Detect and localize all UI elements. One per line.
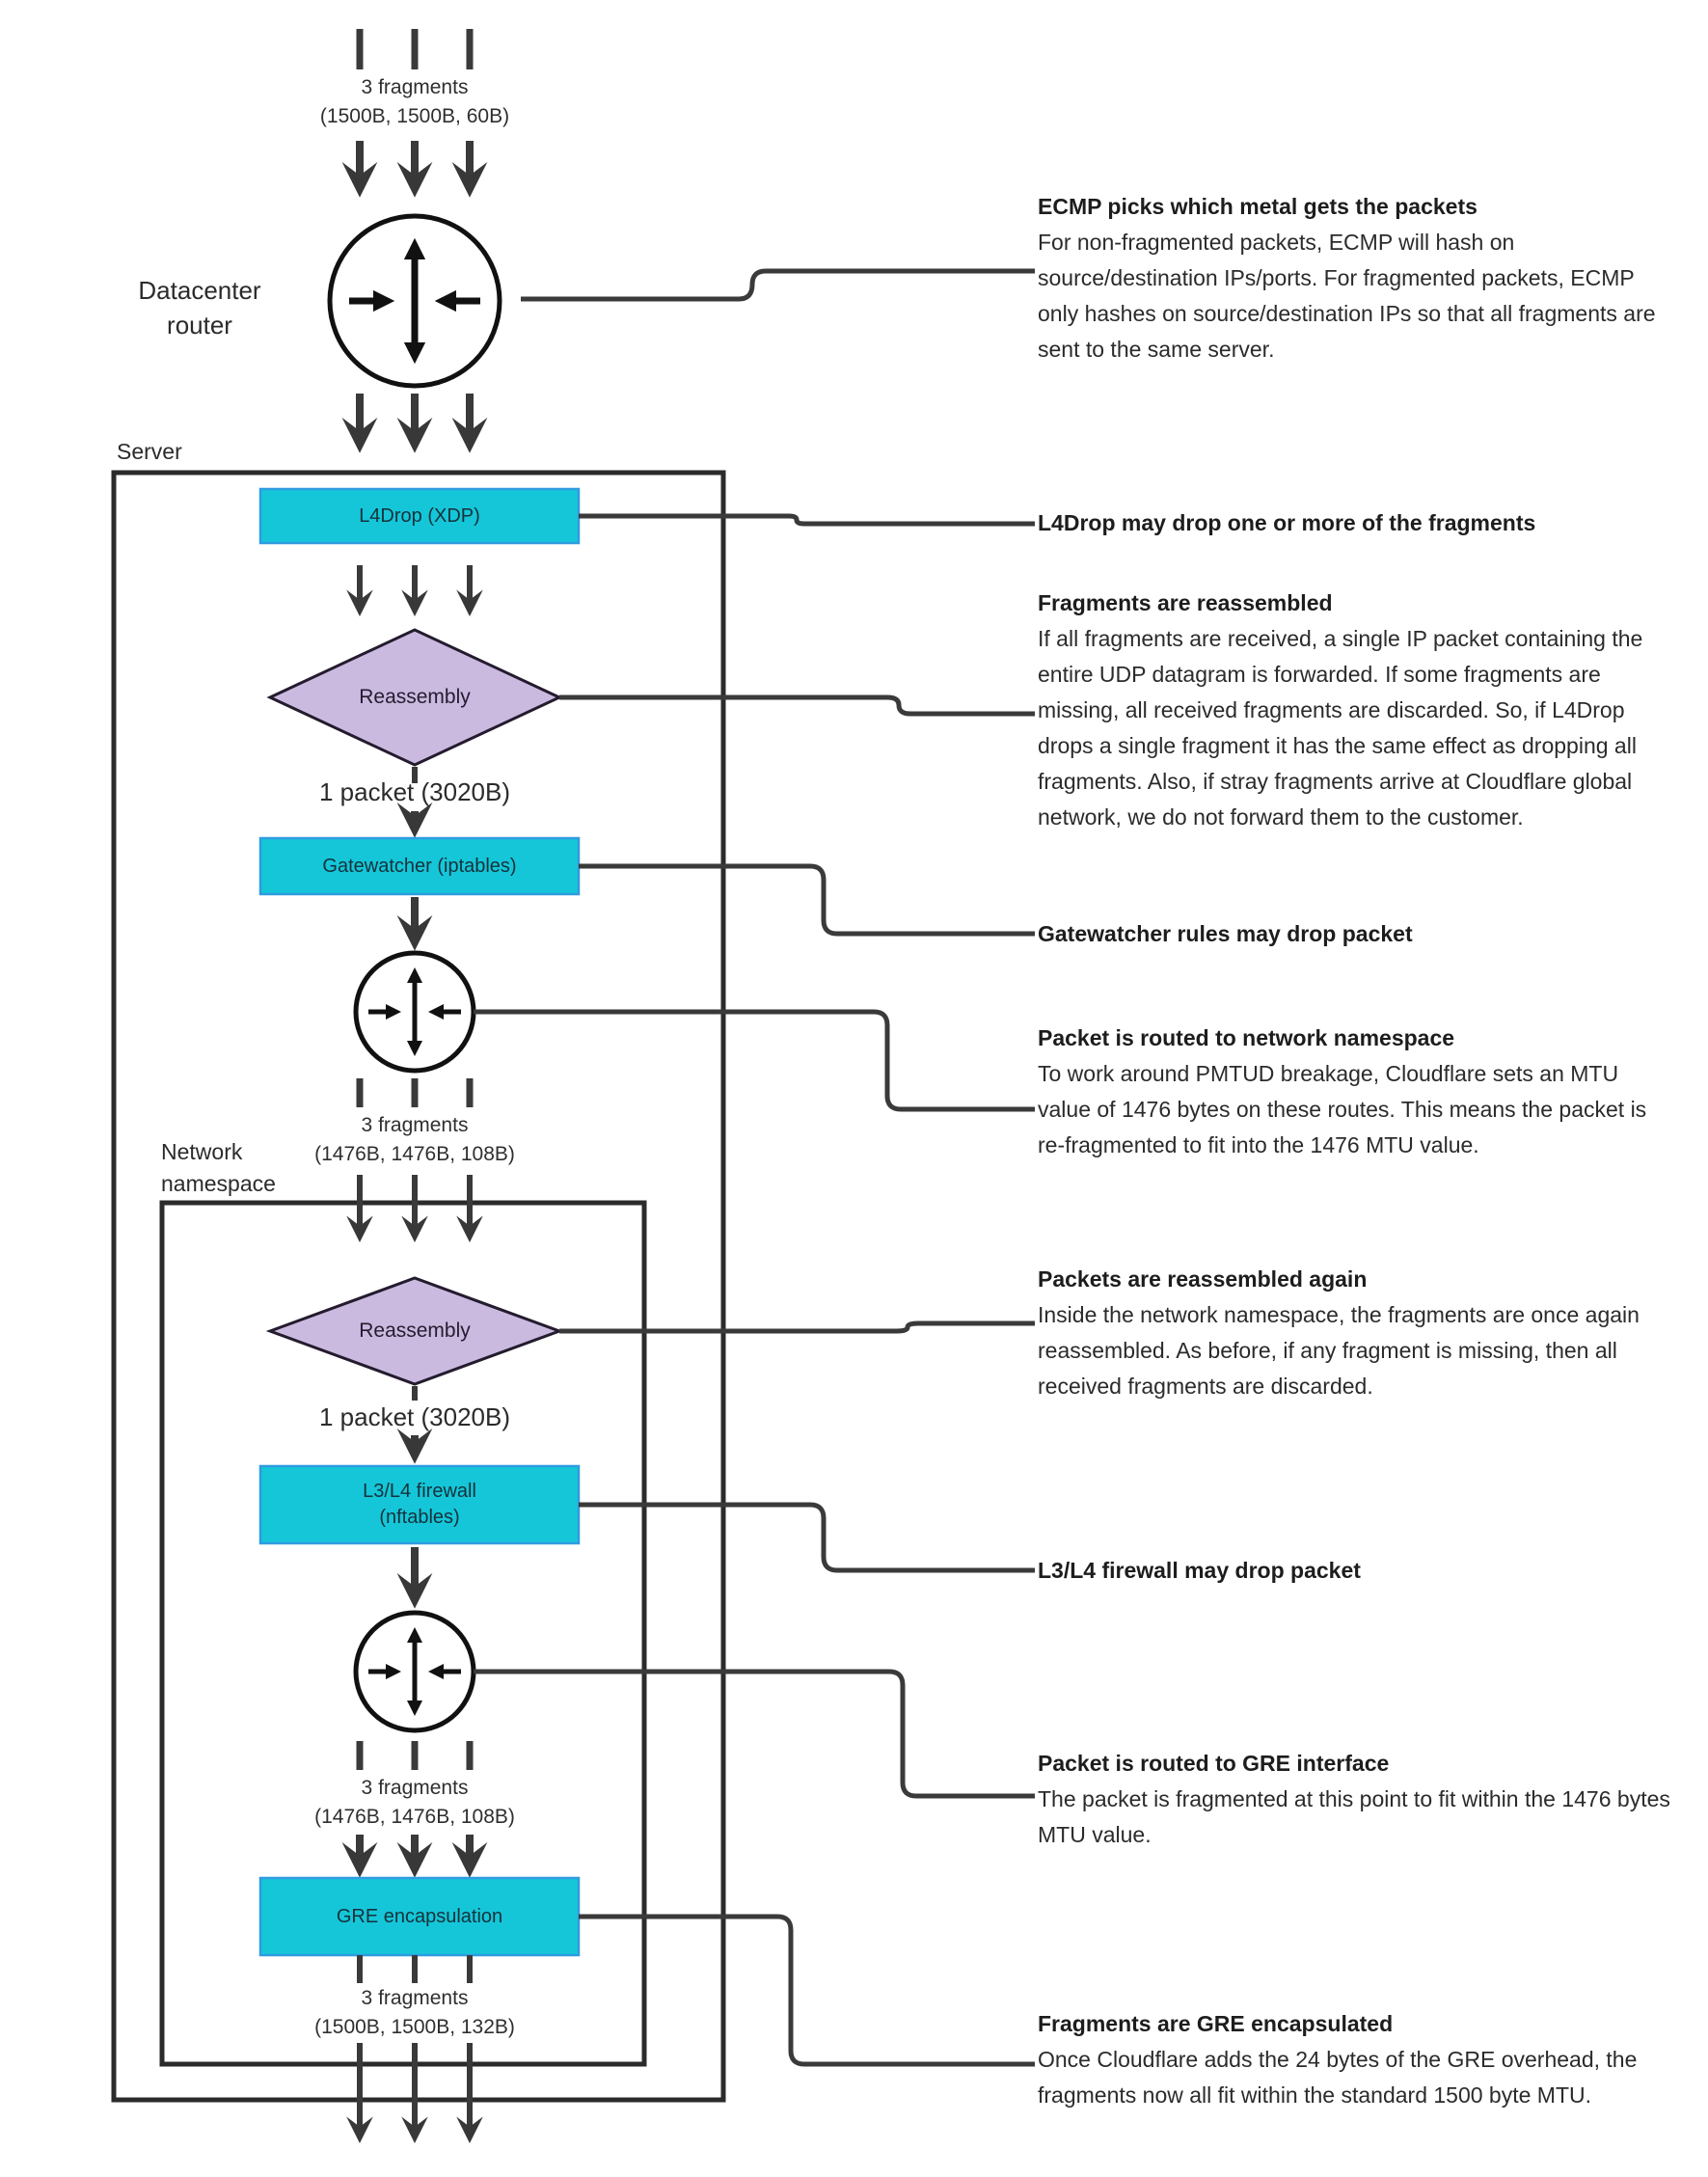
fragments-count: 3 fragments	[361, 1987, 469, 2009]
fragment-arrows-into-reassembly1	[360, 565, 470, 606]
router-icon	[330, 216, 500, 386]
annotation-body: To work around PMTUD breakage, Cloudflare sets an MTU value of 1476 bytes on these routes. This means the packet is re-fragmented to fit into the 1476 MTU value.	[1038, 1061, 1647, 1157]
reassembly1-label: Reassembly	[359, 686, 471, 708]
fragment-dashes-top	[360, 29, 470, 69]
fragments-count: 3 fragments	[361, 76, 469, 98]
annotation-heading: Gatewatcher rules may drop packet	[1038, 921, 1413, 946]
fragments-sizes: (1476B, 1476B, 108B)	[314, 1143, 515, 1165]
fragments-caption-mid1	[314, 1111, 515, 1169]
annotation-l4drop	[1038, 505, 1676, 541]
annotation-heading: L3/L4 firewall may drop packet	[1038, 1558, 1361, 1583]
annotation-reassembled-again	[1038, 1262, 1676, 1404]
reassembly2-label: Reassembly	[359, 1320, 471, 1342]
datacenter-router-label: Datacenter router	[138, 276, 261, 340]
fragments-sizes: (1500B, 1500B, 60B)	[319, 105, 510, 127]
fragments-sizes: (1476B, 1476B, 108B)	[314, 1806, 515, 1828]
network-namespace-label: Network namespace	[161, 1139, 276, 1196]
annotation-body: The packet is fragmented at this point to fit within the 1476 bytes MTU value.	[1038, 1786, 1670, 1847]
packet2-label: 1 packet (3020B)	[318, 1402, 511, 1431]
fragments-caption-bottom	[314, 1984, 515, 2042]
annotation-heading: Fragments are GRE encapsulated	[1038, 2011, 1394, 2036]
annotation-firewall	[1038, 1553, 1676, 1589]
annotation-routed-namespace	[1038, 1020, 1676, 1163]
fragment-exit-lines	[360, 1955, 470, 2133]
fragment-arrows-into-router	[360, 141, 470, 183]
firewall-label-line2: (nftables)	[379, 1507, 460, 1528]
packet1-label: 1 packet (3020B)	[318, 777, 511, 806]
fragment-dashes-mid2	[360, 1741, 470, 1770]
fragment-arrows-into-gre	[360, 1835, 470, 1864]
fragments-sizes: (1500B, 1500B, 132B)	[314, 2016, 515, 2038]
annotation-heading: Fragments are reassembled	[1038, 590, 1333, 615]
annotation-body: If all fragments are received, a single IP packet containing the entire UDP datagram is forwarded. If some fragments are missing, all received fragments are discarded. So, if L4Drop drops a single fragment it has the same effect as dropping all fragments. Also, if stray fragments arrive at Cloudflare global network, we do not forward them to the customer.	[1038, 626, 1643, 830]
router-icon	[356, 953, 474, 1071]
annotation-heading: Packets are reassembled again	[1038, 1266, 1368, 1292]
fragment-arrows-into-server	[360, 394, 470, 439]
fragment-dashes-mid1	[360, 1078, 470, 1107]
fragments-count: 3 fragments	[361, 1777, 469, 1799]
annotation-body: For non-fragmented packets, ECMP will hash on source/destination IPs/ports. For fragmented packets, ECMP only hashes on source/destination IPs so that all fragments are sent to the same server.	[1038, 230, 1656, 362]
firewall-label-line1: L3/L4 firewall	[363, 1481, 476, 1502]
annotation-gatewatcher	[1038, 916, 1676, 952]
annotation-reassembled	[1038, 585, 1676, 835]
router-icon	[356, 1613, 474, 1730]
fragments-caption-top	[320, 73, 509, 131]
annotation-body: Once Cloudflare adds the 24 bytes of the GRE overhead, the fragments now all fit within the standard 1500 byte MTU.	[1038, 2047, 1638, 2108]
annotation-body: Inside the network namespace, the fragments are once again reassembled. As before, if any fragment is missing, then all received fragments are discarded.	[1038, 1302, 1640, 1399]
gre-node-label: GRE encapsulation	[336, 1905, 503, 1927]
annotation-heading: Packet is routed to GRE interface	[1038, 1751, 1390, 1776]
annotation-gre-interface	[1038, 1746, 1676, 1853]
server-label: Server	[117, 439, 182, 464]
fragments-count: 3 fragments	[361, 1114, 469, 1136]
firewall-node-label	[260, 1466, 579, 1543]
l4drop-node-label: L4Drop (XDP)	[359, 504, 480, 527]
annotation-ecmp	[1038, 189, 1676, 367]
annotation-gre-encapsulated	[1038, 2006, 1676, 2113]
fragments-caption-mid2	[314, 1774, 515, 1832]
annotation-heading: Packet is routed to network namespace	[1038, 1025, 1455, 1050]
gatewatcher-node-label: Gatewatcher (iptables)	[322, 855, 517, 877]
annotation-heading: ECMP picks which metal gets the packets	[1038, 194, 1478, 219]
annotation-heading: L4Drop may drop one or more of the fragments	[1038, 510, 1536, 535]
